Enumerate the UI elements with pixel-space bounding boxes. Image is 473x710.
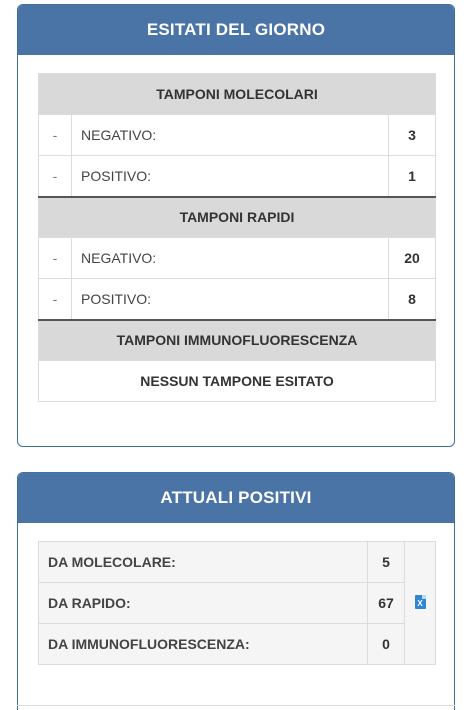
row-label: DA MOLECOLARE: bbox=[39, 542, 368, 583]
table-row bbox=[39, 279, 436, 320]
esitati-panel bbox=[17, 4, 455, 447]
excel-icon-glyph: X bbox=[417, 598, 423, 608]
esitati-table bbox=[38, 73, 436, 402]
section-title-rapidi: TAMPONI RAPIDI bbox=[39, 197, 436, 238]
row-value: 67 bbox=[368, 583, 405, 624]
row-value: 3 bbox=[389, 115, 436, 156]
row-label: NEGATIVO: bbox=[72, 238, 389, 279]
row-value: 1 bbox=[389, 156, 436, 197]
table-row bbox=[39, 624, 436, 665]
row-value: 0 bbox=[368, 624, 405, 665]
row-label: DA RAPIDO: bbox=[39, 583, 368, 624]
attuali-positivi-panel bbox=[17, 472, 455, 710]
row-label: DA IMMUNOFLUORESCENZA: bbox=[39, 624, 368, 665]
divider bbox=[17, 705, 455, 706]
esitati-panel-header bbox=[18, 5, 454, 55]
excel-file-icon[interactable] bbox=[415, 595, 426, 609]
row-label: NEGATIVO: bbox=[72, 115, 389, 156]
row-dash: - bbox=[39, 279, 72, 320]
section-header-row bbox=[39, 74, 436, 115]
section-title-molecolari: TAMPONI MOLECOLARI bbox=[39, 74, 436, 115]
row-dash: - bbox=[39, 238, 72, 279]
row-dash: - bbox=[39, 115, 72, 156]
table-row bbox=[39, 115, 436, 156]
row-value: 20 bbox=[389, 238, 436, 279]
table-row bbox=[39, 156, 436, 197]
attuali-panel-header bbox=[18, 473, 454, 523]
table-row bbox=[39, 238, 436, 279]
section-title-immunofluorescenza: TAMPONI IMMUNOFLUORESCENZA bbox=[39, 320, 436, 361]
row-dash: - bbox=[39, 156, 72, 197]
section-header-row bbox=[39, 197, 436, 238]
attuali-panel-title: ATTUALI POSITIVI bbox=[160, 488, 312, 507]
attuali-table bbox=[38, 541, 436, 665]
export-cell bbox=[405, 542, 436, 665]
empty-message: NESSUN TAMPONE ESITATO bbox=[39, 361, 436, 402]
row-label: POSITIVO: bbox=[72, 279, 389, 320]
esitati-panel-title: ESITATI DEL GIORNO bbox=[146, 20, 326, 39]
row-label: POSITIVO: bbox=[72, 156, 389, 197]
empty-row bbox=[39, 361, 436, 402]
table-row bbox=[39, 542, 436, 583]
row-value: 8 bbox=[389, 279, 436, 320]
section-header-row bbox=[39, 320, 436, 361]
row-value: 5 bbox=[368, 542, 405, 583]
table-row bbox=[39, 583, 436, 624]
